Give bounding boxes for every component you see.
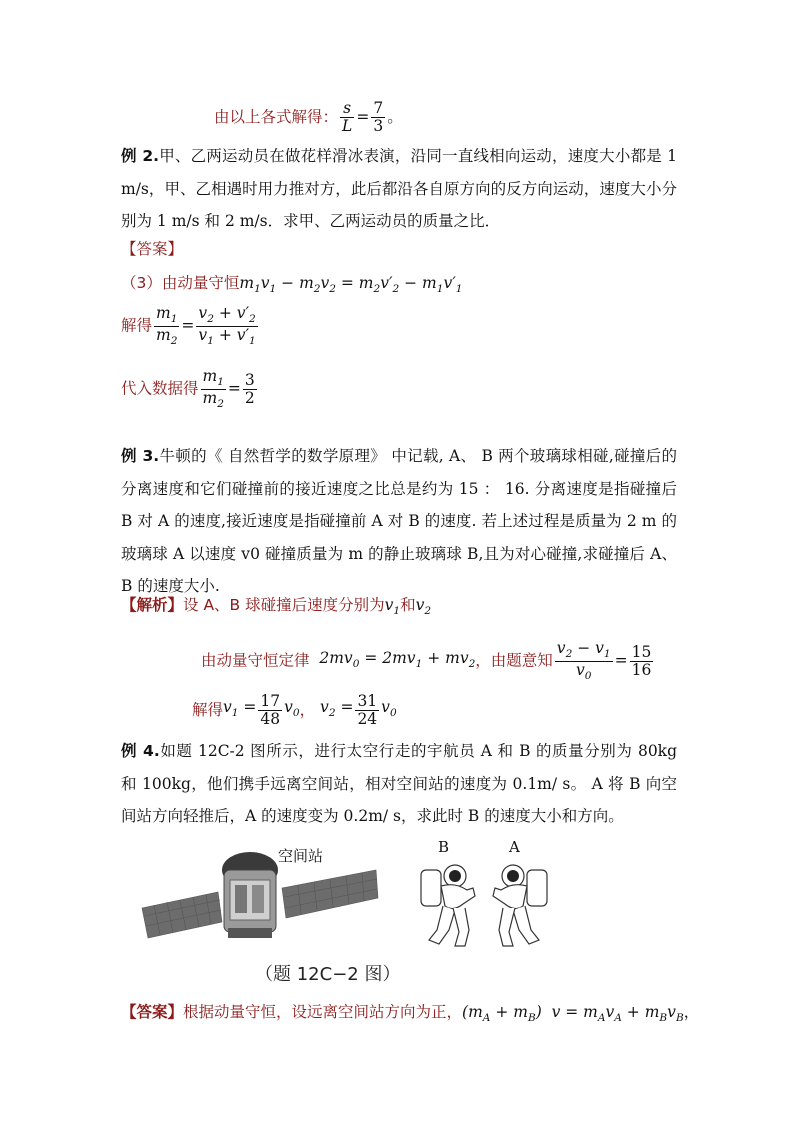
space-station-icon [140, 840, 380, 955]
example-3-question: 例 3.牛顿的《 自然哲学的数学原理》 中记载, A、 B 两个玻璃球相碰,碰撞后的分离速度和它们碰撞前的接近速度之比总是约为 15 ： 16. 分离速度是指碰撞后 B 对 A 的速度,接近速度是指碰撞前 A 对 B 的速度. 若上述过程是质量为 2 m 的玻璃球 A 以速度 v0 碰撞质量为 m 的静止玻璃球 B,且为对心碰撞,求碰撞后 A、B 的速度大小. [121, 447, 677, 595]
fraction-seven-thirds: $\frac{7}{3}$ [373, 99, 384, 136]
result-line: 由以上各式解得： $\frac{s}{L}$ = $\frac{7}{3}$ 。 [214, 99, 403, 136]
space-station-label: 空间站 [278, 847, 324, 865]
fraction-s-over-l: $\frac{s}{L}$ [342, 99, 353, 136]
example-2-step-2: 解得 $\frac{m_1}{m_2}$ = $\frac{v_2 + v'_2}{v_1 + v'_1}$ [121, 304, 256, 347]
example-2-answer-tag: 【答案】 [121, 240, 184, 258]
example-4-question: 例 4.如题 12C-2 图所示，进行太空行走的宇航员 A 和 B 的质量分别为 80kg 和 100kg，他们携手远离空间站，相对空间站的速度为 0.1m/ s。 A 将 B 向空间站方向轻推后，A 的速度变为 0.2m/ s，求此时 B 的速度大小和方向。 [121, 742, 677, 825]
example-2-question: 例 2.甲、乙两运动员在做花样滑冰表演，沿同一直线相向运动，速度大小都是 1 m/s，甲、乙相遇时用力推对方，此后都沿各自原方向的反方向运动，速度大小分别为 1 m/s 和 2 m/s．求甲、乙两运动员的质量之比． [121, 147, 677, 230]
example-3-result: 解得$v_1$ = $\frac{17}{48}$ $v_0$， $v_2$ = $\frac{31}{24}$ $v_0$ [192, 692, 397, 729]
example-4-answer: 【答案】根据动量守恒，设远离空间站方向为正，$(m_A + m_B) v = m_Av_A + m_Bv_B$， [121, 1003, 700, 1025]
example-3-label: 例 3. [121, 447, 160, 465]
astronaut-b-label: B [438, 838, 450, 856]
astronaut-a-label: A [509, 838, 520, 856]
example-2-label: 例 2. [121, 147, 159, 165]
astronauts-icon [415, 860, 555, 955]
example-2-step-3: 代入数据得 $\frac{m_1}{m_2}$ = $\frac{3}{2}$ [121, 367, 255, 410]
figure-caption: （题 12C−2 图） [255, 964, 401, 985]
example-2-step-1: （3）由动量守恒$m_1v_1 - m_2v_2 = m_2v'_2 - m_1v'_1$ [121, 274, 463, 296]
result-prefix: 由以上各式解得： [214, 108, 339, 127]
example-3-momentum-equation: 由动量守恒定律 $2mv_0 = 2mv_1 + mv_2$，由题意知 $\frac{v_2 - v_1}{v_0}$ = $\frac{15}{16}$ [201, 639, 652, 682]
space-station-figure [140, 840, 380, 955]
example-4-label: 例 4. [121, 742, 160, 760]
astronauts-figure [415, 860, 555, 955]
example-3-analysis: 【解析】设 A、B 球碰撞后速度分别为$v_1$和$v_2$ [121, 596, 432, 618]
